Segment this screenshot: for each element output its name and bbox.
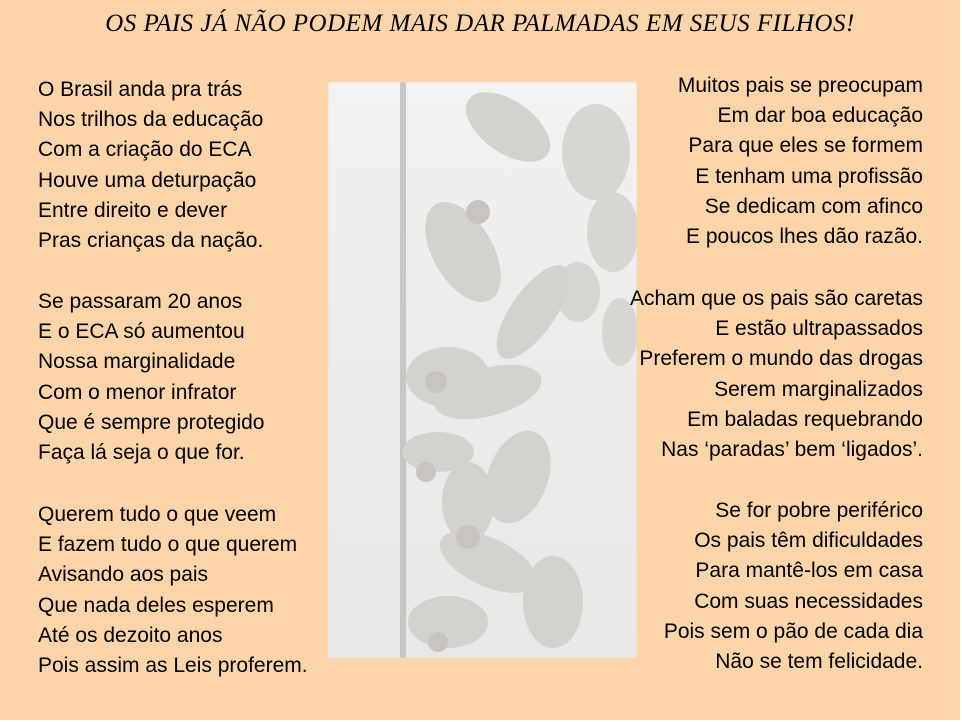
poem-line: E estão ultrapassados [715, 317, 923, 341]
poem-line: Com o menor infrator [38, 380, 237, 404]
poem-line: Com suas necessidades [694, 589, 923, 613]
left-stanza-3 [38, 500, 308, 681]
page-title: OS PAIS JÁ NÃO PODEM MAIS DAR PALMADAS EM SEUS FILHOS! [105, 10, 855, 37]
poem-line: E tenham uma profissão [695, 164, 923, 188]
poem-line: Avisando aos pais [38, 563, 209, 587]
poem-line: Os pais têm dificuldades [694, 529, 923, 553]
poem-line: Que nada deles esperem [38, 593, 274, 617]
poem-line: Se passaram 20 anos [38, 290, 243, 313]
poem-line: Nas ‘paradas’ bem ‘ligados’. [661, 438, 923, 462]
left-stanza-2 [38, 287, 264, 468]
poem-line: Pras crianças da nação. [38, 229, 264, 253]
poem-line: Acham que os pais são caretas [630, 287, 923, 310]
right-stanza-2 [630, 284, 923, 465]
background-photo [328, 82, 637, 658]
poem-line: Querem tudo o que veem [38, 503, 277, 526]
poem-line: Faça lá seja o que for. [38, 441, 245, 465]
poem-line: Pois sem o pão de cada dia [663, 619, 923, 643]
poem-line: Que é sempre protegido [38, 410, 265, 434]
right-stanza-1 [678, 71, 923, 252]
poem-line: Serem marginalizados [714, 377, 923, 401]
poem-line: E fazem tudo o que querem [38, 533, 298, 557]
poem-line: Até os dezoito anos [38, 623, 223, 647]
poem-line: Nos trilhos da educação [38, 108, 264, 132]
poem-line: Se for pobre periférico [715, 499, 923, 522]
poem-line: Houve uma deturpação [38, 168, 257, 192]
poem-line: Não se tem felicidade. [715, 650, 923, 674]
poem-line: Em dar boa educação [717, 104, 923, 128]
poem-line: E o ECA só aumentou [38, 320, 245, 344]
poem-line: O Brasil anda pra trás [38, 78, 243, 101]
poem-line: E poucos lhes dão razão. [686, 225, 923, 249]
poem-line: Muitos pais se preocupam [677, 74, 923, 97]
poem-line: Entre direito e dever [38, 198, 228, 222]
poem-line: Nossa marginalidade [38, 350, 236, 374]
poem-line: Com a criação do ECA [38, 138, 252, 162]
poem-line: Pois assim as Leis proferem. [38, 654, 308, 678]
poem-line: Se dedicam com afinco [704, 194, 923, 218]
poem-line: Para mantê-los em casa [695, 559, 923, 583]
right-stanza-3 [664, 496, 923, 677]
poem-line: Preferem o mundo das drogas [639, 347, 923, 371]
left-stanza-1 [38, 75, 263, 256]
poem-line: Para que eles se formem [688, 134, 923, 158]
poem-line: Em baladas requebrando [687, 407, 923, 431]
